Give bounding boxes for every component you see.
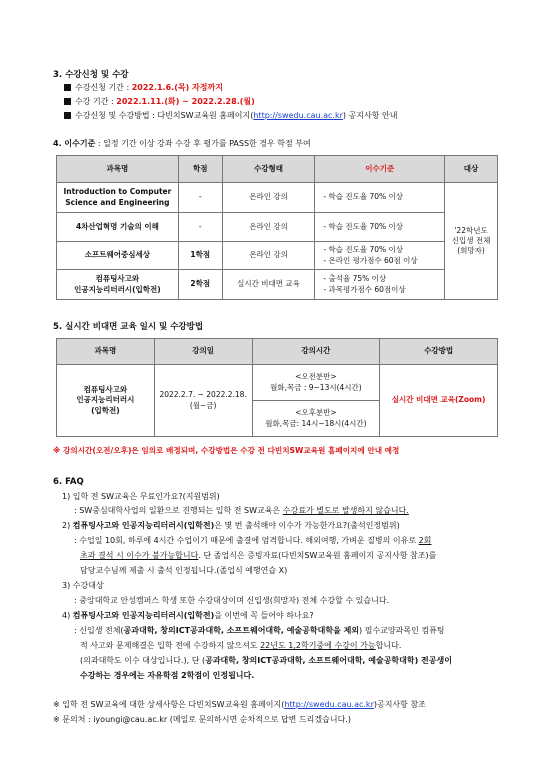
faq-a4-line1: : 신입생 전체(공과대학, 창의ICT공과대학, 소프트웨어대학, 예술공학대학을 제외) 필수교양과목인 컴퓨팅 bbox=[74, 626, 445, 635]
course-name-cell: 소프트웨어중심세상 bbox=[57, 242, 179, 270]
section4-title: 4. 이수기준 : 일정 기간 이상 강좌 수강 후 평가를 PASS한 경우 학점 부여 bbox=[53, 139, 311, 148]
type-cell: 온라인 강의 bbox=[222, 183, 315, 213]
faq-q4: 4) 컴퓨팅사고와 인공지능리터러시(입학전)을 이번에 꼭 들어야 하나요? bbox=[62, 611, 314, 620]
pm-time-cell: <오후분반> 월화,목금: 14시~18시(4시간) bbox=[252, 401, 380, 437]
type-cell: 온라인 강의 bbox=[222, 242, 315, 270]
square-bullet-icon bbox=[64, 98, 71, 105]
am-time-cell: <오전분반> 월화,목금 : 9~13시(4시간) bbox=[252, 365, 380, 401]
col-header-method: 수강방법 bbox=[380, 339, 498, 365]
enroll-period-value: 2022.1.6.(목) 자정까지 bbox=[131, 83, 223, 92]
section3-title: 3. 수강신청 및 수강 bbox=[53, 70, 129, 80]
faq-q1: 1) 입학 전 SW교육은 무료인가요?(지원범위) bbox=[62, 492, 220, 501]
faq-a4-line4: 수강하는 경우에는 자유학점 2학점이 인정됩니다. bbox=[80, 671, 255, 680]
type-cell: 온라인 강의 bbox=[222, 213, 315, 242]
square-bullet-icon bbox=[64, 84, 71, 91]
section5-title: 5. 실시간 비대면 교육 일시 및 수강방법 bbox=[53, 322, 204, 332]
col-header-type: 수강형태 bbox=[222, 156, 315, 183]
table-row bbox=[57, 183, 498, 213]
schedule-notice: ※ 강의시간(오전/오후)은 임의로 배정되며, 수강방법은 수강 전 다빈치SW교육원 홈페이지에 안내 예정 bbox=[53, 446, 400, 455]
course-name-cell: 컴퓨팅사고와 인공지능리터러시 (입학전) bbox=[57, 365, 155, 437]
method-cell: 실시간 비대면 교육(Zoom) bbox=[380, 365, 498, 437]
contact-note: ※ 문의처 : iyoungi@cau.ac.kr (메일로 문의하시면 순차적으로 답변 드리겠습니다.) bbox=[53, 715, 351, 724]
credit-cell: 2학점 bbox=[178, 270, 222, 300]
faq-a4-line2: 적 사고와 문제해결은 입학 전에 수강하지 않으셔도 22년도 1,2학기중에 수강이 가능합니다. bbox=[80, 641, 402, 650]
table-row bbox=[57, 213, 498, 242]
col-header-credit: 학점 bbox=[178, 156, 222, 183]
col-header-time: 강의시간 bbox=[252, 339, 380, 365]
section6-title: 6. FAQ bbox=[53, 477, 84, 487]
course-name-cell: Introduction to Computer Science and Engineering bbox=[57, 183, 179, 213]
col-header-target: 대상 bbox=[445, 156, 498, 183]
col-header-course: 과목명 bbox=[57, 156, 179, 183]
swedu-link-footer[interactable]: http://swedu.cau.ac.kr bbox=[284, 700, 374, 709]
faq-a3: : 중앙대학교 안성캠퍼스 학생 또한 수강대상이며 신입생(희망자) 전체 수강할 수 있습니다. bbox=[74, 596, 390, 605]
target-cell: '22학년도 신입생 전체 (희망자) bbox=[445, 183, 498, 300]
live-class-table bbox=[56, 338, 498, 437]
course-period-line: 수강 기간 : 2022.1.11.(화) ~ 2022.2.28.(월) bbox=[64, 96, 255, 107]
enroll-method-line: 수강신청 및 수강방법 : 다빈치SW교육원 홈페이지(http://swedu.cau.ac.kr) 공지사항 안내 bbox=[64, 110, 397, 121]
credit-cell: - bbox=[178, 213, 222, 242]
criteria-cell: - 학습 진도율 70% 이상 - 온라인 평가점수 60점 이상 bbox=[315, 242, 445, 270]
faq-q3: 3) 수강대상 bbox=[62, 581, 104, 590]
course-name-cell: 4차산업혁명 기술의 이해 bbox=[57, 213, 179, 242]
credit-cell: - bbox=[178, 183, 222, 213]
details-note: ※ 입학 전 SW교육에 대한 상세사항은 다빈치SW교육원 홈페이지(http://swedu.cau.ac.kr)공지사항 참조 bbox=[53, 700, 426, 709]
col-header-date: 강의일 bbox=[154, 339, 252, 365]
table-row bbox=[57, 270, 498, 300]
square-bullet-icon bbox=[64, 112, 71, 119]
faq-a2-line2: 초과 결석 시 이수가 불가능합니다. 단 졸업식은 증빙자료(다빈치SW교육원 홈페이지 공지사항 참조)를 bbox=[80, 551, 437, 560]
faq-q2: 2) 컴퓨팅사고와 인공지능리터러시(입학전)은 몇 번 출석해야 이수가 가능한가요?(출석인정범위) bbox=[62, 521, 400, 530]
criteria-cell: - 학습 진도율 70% 이상 bbox=[315, 183, 445, 213]
col-header-course: 과목명 bbox=[57, 339, 155, 365]
faq-a2-line3: 담당교수님께 제출 시 출석 인정됩니다.(졸업식 예행연습 X) bbox=[80, 566, 288, 575]
swedu-link[interactable]: http://swedu.cau.ac.kr bbox=[253, 111, 343, 120]
table-row bbox=[57, 242, 498, 270]
date-cell: 2022.2.7. ~ 2022.2.18. (월~금) bbox=[154, 365, 252, 437]
faq-a4-line3: (의과대학도 이수 대상입니다.), 단 (공과대학, 창의ICT공과대학, 소프트웨어대학, 예술공학대학) 전공생이 bbox=[80, 656, 452, 665]
course-period-value: 2022.1.11.(화) ~ 2022.2.28.(월) bbox=[116, 97, 255, 106]
enroll-period-line: 수강신청 기간 : 2022.1.6.(목) 자정까지 bbox=[64, 82, 223, 93]
col-header-criteria: 이수기준 bbox=[315, 156, 445, 183]
criteria-cell: - 출석율 75% 이상 - 과목평가점수 60점이상 bbox=[315, 270, 445, 300]
completion-criteria-table bbox=[56, 155, 498, 300]
faq-a2-line1: : 수업일 10회, 하루에 4시간 수업이기 때문에 출결에 엄격합니다. 해외여행, 가벼운 질병의 이유로 2회 bbox=[74, 536, 432, 545]
course-name-cell: 컴퓨팅사고와 인공지능리터러시(입학전) bbox=[57, 270, 179, 300]
faq-a1: : SW중심대학사업의 일환으로 진행되는 입학 전 SW교육은 수강료가 별도로 발생하지 않습니다. bbox=[74, 506, 409, 515]
type-cell: 실시간 비대면 교육 bbox=[222, 270, 315, 300]
table-row bbox=[57, 365, 498, 401]
criteria-cell: - 학습 진도율 70% 이상 bbox=[315, 213, 445, 242]
credit-cell: 1학점 bbox=[178, 242, 222, 270]
